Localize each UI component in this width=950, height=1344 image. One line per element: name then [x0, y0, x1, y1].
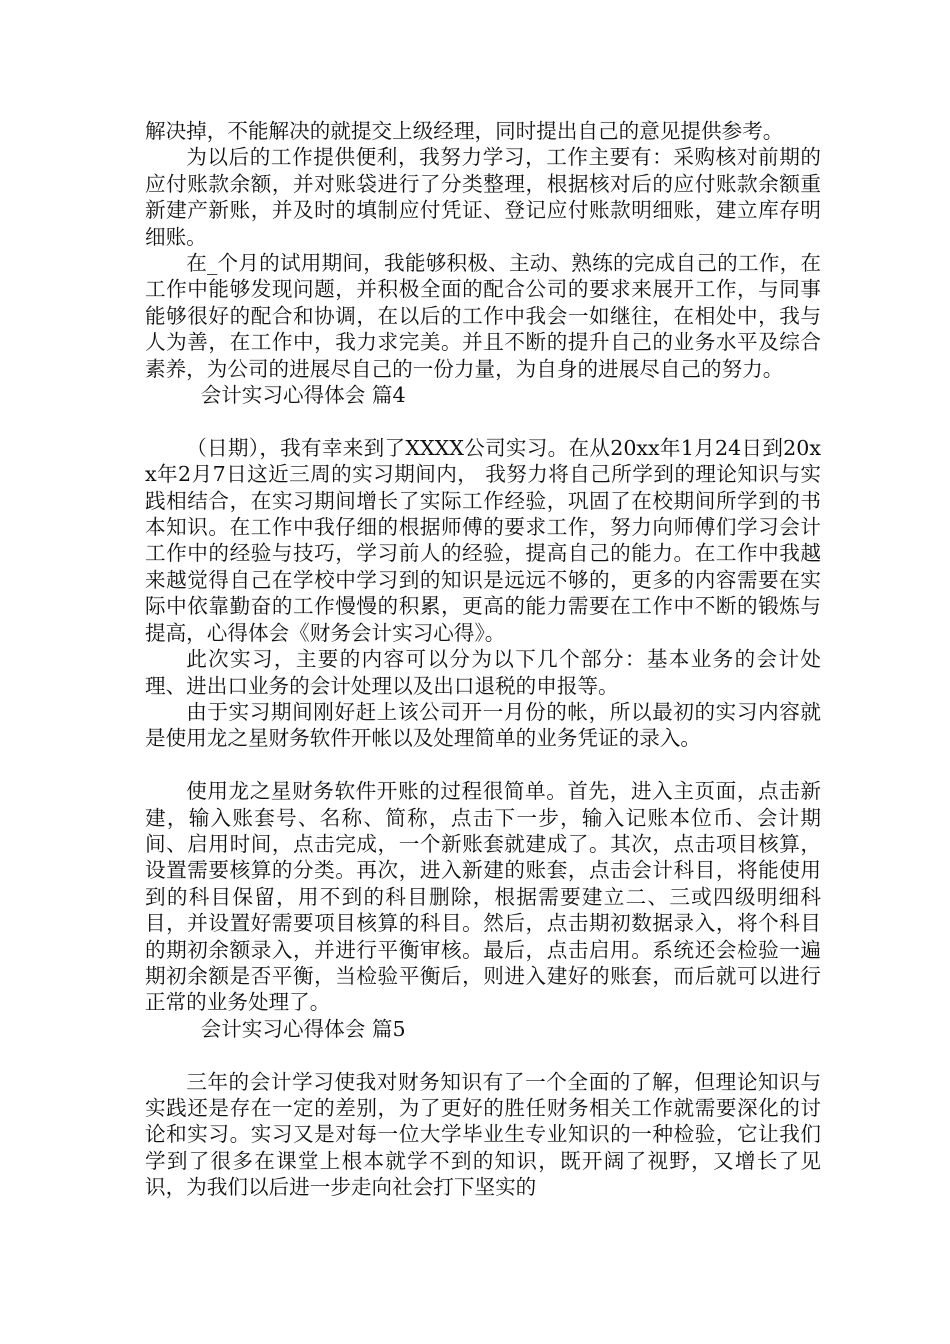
paragraph-5: 此次实习，主要的内容可以分为以下几个部分：基本业务的会计处理、进出口业务的会计处理以及出口退税的申报等。 [145, 647, 821, 698]
paragraph-7: 使用龙之星财务软件开账的过程很简单。首先，进入主页面，点击新建，输入账套号、名称、简称，点击下一步，输入记账本位币、会计期间、启用时间，点击完成，一个新账套就建成了。其次，点击项目核算，设置需要核算的分类。再次，进入新建的账套，点击会计科目，将能使用到的科目保留，用不到的科目删除，根据需要建立二、三或四级明细科目，并设置好需要项目核算的科目。然后，点击期初数据录入，将个科目的期初余额录入，并进行平衡审核。最后，点击启用。系统还会检验一遍期初余额是否平衡，当检验平衡后，则进入建好的账套，而后就可以进行正常的业务处理了。 [145, 779, 821, 1015]
paragraph-1: 解决掉，不能解决的就提交上级经理，同时提出自己的意见提供参考。 [145, 119, 784, 143]
paragraph-6: 由于实习期间刚好赶上该公司开一月份的帐，所以最初的实习内容就是使用龙之星财务软件开帐以及处理简单的业务凭证的录入。 [145, 699, 821, 751]
blank-line [145, 752, 821, 778]
document-page [145, 118, 821, 1201]
paragraph-4: （日期），我有幸来到了XXXX公司实习。在从20xx年1月24日到20xx年2月7日这近三周的实习期间内， 我努力将自己所学到的理论知识与实践相结合，在实习期间增长了实际工作经验，巩固了在校期间所学到的书本知识。在工作中我仔细的根据师傅的要求工作，努力向师傅们学习会计工作中的经验与技巧，学习前人的经验，提高自己的能力。在工作中我越来越觉得自己在学校中学习到的知识是远远不够的，更多的内容需要在实际中依靠勤奋的工作慢慢的积累，更高的能力需要在工作中不断的锻炼与提高，心得体会《财务会计实习心得》。 [145, 435, 821, 645]
blank-line [145, 408, 821, 434]
section-heading-5: 会计实习心得体会 篇5 [200, 1016, 406, 1041]
paragraph-8: 三年的会计学习使我对财务知识有了一个全面的了解，但理论知识与实践还是存在一定的差别，为了更好的胜任财务相关工作就需要深化的讨论和实习。实习又是对每一位大学毕业生专业知识的一种检验，它让我们学到了很多在课堂上根本就学不到的知识，既开阔了视野，又增长了见识，为我们以后进一步走向社会打下坚实的 [145, 1069, 821, 1200]
paragraph-3: 在_个月的试用期间，我能够积极、主动、熟练的完成自己的工作，在工作中能够发现问题，并积极全面的配合公司的要求来展开工作，与同事能够很好的配合和协调，在以后的工作中我会一如继往，在相处中，我与人为善，在工作中，我力求完美。并且不断的提升自己的业务水平及综合素养，为公司的进展尽自己的一份力量，为自身的进展尽自己的努力。 [145, 251, 821, 381]
section-heading-4: 会计实习心得体会 篇4 [200, 383, 406, 408]
blank-line [145, 1042, 821, 1068]
paragraph-2: 为以后的工作提供便利，我努力学习，工作主要有：采购核对前期的应付账款余额，并对账袋进行了分类整理，根据核对后的应付账款余额重新建产新账，并及时的填制应付凭证、登记应付账款明细账，建立库存明细账。 [145, 145, 821, 249]
